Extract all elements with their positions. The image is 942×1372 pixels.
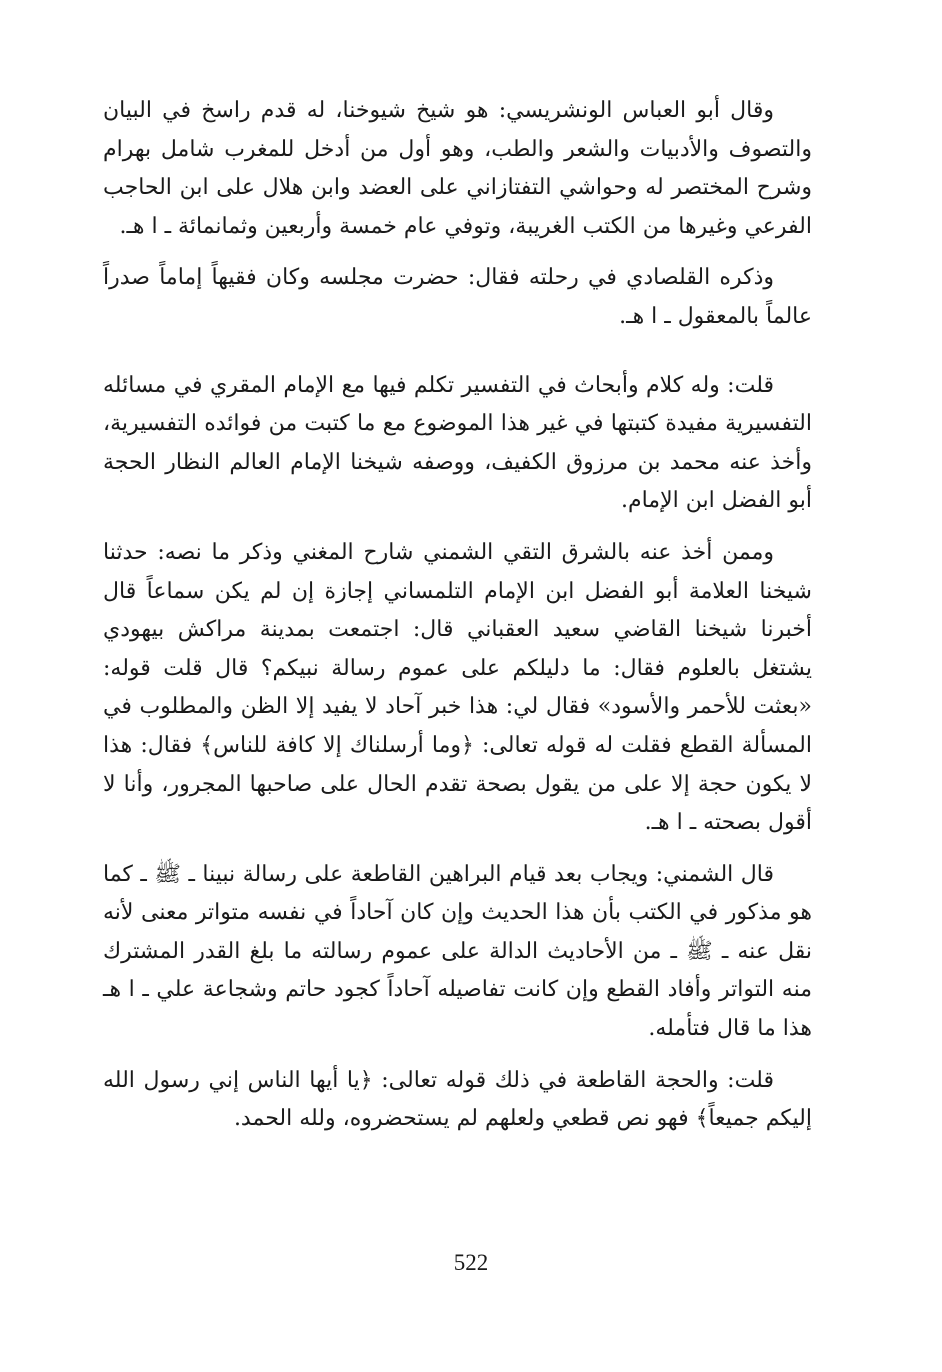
paragraph-text: قلت: والحجة القاطعة في ذلك قوله تعالى: ﴿يا أيها الناس إني رسول الله إليكم جميعاً﴾ فهو نص قطعي ولعلهم لم يستحضروه، ولله الحمد. xyxy=(103,1067,812,1132)
paragraph-qalsadi xyxy=(103,259,812,336)
paragraph-text: وممن أخذ عنه بالشرق التقي الشمني شارح المغني وذكر ما نصه: حدثنا شيخنا العلامة أبو الفضل ابن الإمام التلمساني إجازة إن لم يكن سماعاً قال أخبرنا شيخنا القاضي سعيد العقباني قال: اجتمعت بمدينة مراكش بيهودي يشتغل بالعلوم فقال: ما دليلكم على عموم رسالة نبيكم؟ قال قلت قوله: «بعثت للأحمر والأسود» فقال لي: هذا خبر آحاد لا يفيد إلا الظن والمطلوب في المسألة القطع فقلت له قوله تعالى: ﴿وما أرسلناك إلا كافة للناس﴾ فقال: هذا لا يكون حجة إلا على من يقول بصحة تقدم الحال على صاحبها المجرور، وأنا لا أقول بصحته ـ ا هـ. xyxy=(103,539,812,836)
paragraph-text: وقال أبو العباس الونشريسي: هو شيخ شيوخنا، له قدم راسخ في البيان والتصوف والأدبيات والشعر والطب، وهو أول من أدخل للمغرب شامل بهرام وشرح المختصر له وحواشي التفتازاني على العضد وابن هلال على ابن الحاجب الفرعي وغيرها من الكتب الغريبة، وتوفي عام خمسة وأربعين وثمانمائة ـ ا هـ. xyxy=(103,98,812,239)
body-text xyxy=(103,92,812,1139)
paragraph-text: قلت: وله كلام وأبحاث في التفسير تكلم فيها مع الإمام المقري في مسائله التفسيرية مفيدة كتبتها في غير هذا الموضوع مع ما كتبت من فوائده التفسيرية، وأخذ عنه محمد بن مرزوق الكفيف، ووصفه شيخنا الإمام العالم النظار الحجة أبو الفضل ابن الإمام. xyxy=(103,372,812,514)
paragraph-shumunni-narration xyxy=(103,534,812,843)
page-number: 522 xyxy=(453,1250,489,1275)
paragraph-wansharisi xyxy=(103,92,812,246)
paragraph-tafsir xyxy=(103,367,812,521)
paragraph-shumunni-reply xyxy=(103,856,812,1049)
paragraph-conclusion xyxy=(103,1062,812,1139)
paragraph-text: وذكره القلصادي في رحلته فقال: حضرت مجلسه وكان فقيهاً إماماً صدراً عالماً بالمعقول ـ ا هـ. xyxy=(103,265,812,329)
paragraph-text: قال الشمني: ويجاب بعد قيام البراهين القاطعة على رسالة نبينا ـ ﷺ ـ كما هو مذكور في الكتب بأن هذا الحديث وإن كان آحاداً في نفسه متواتر معنى لأنه نقل عنه ـ ﷺ ـ من الأحاديث الدالة على عموم رسالته ما بلغ القدر المشترك منه التواتر وأفاد القطع وإن كانت تفاصيله آحاداً كجود حاتم وشجاعة علي ـ ا هـ هذا ما قال فتأمله. xyxy=(103,861,812,1042)
